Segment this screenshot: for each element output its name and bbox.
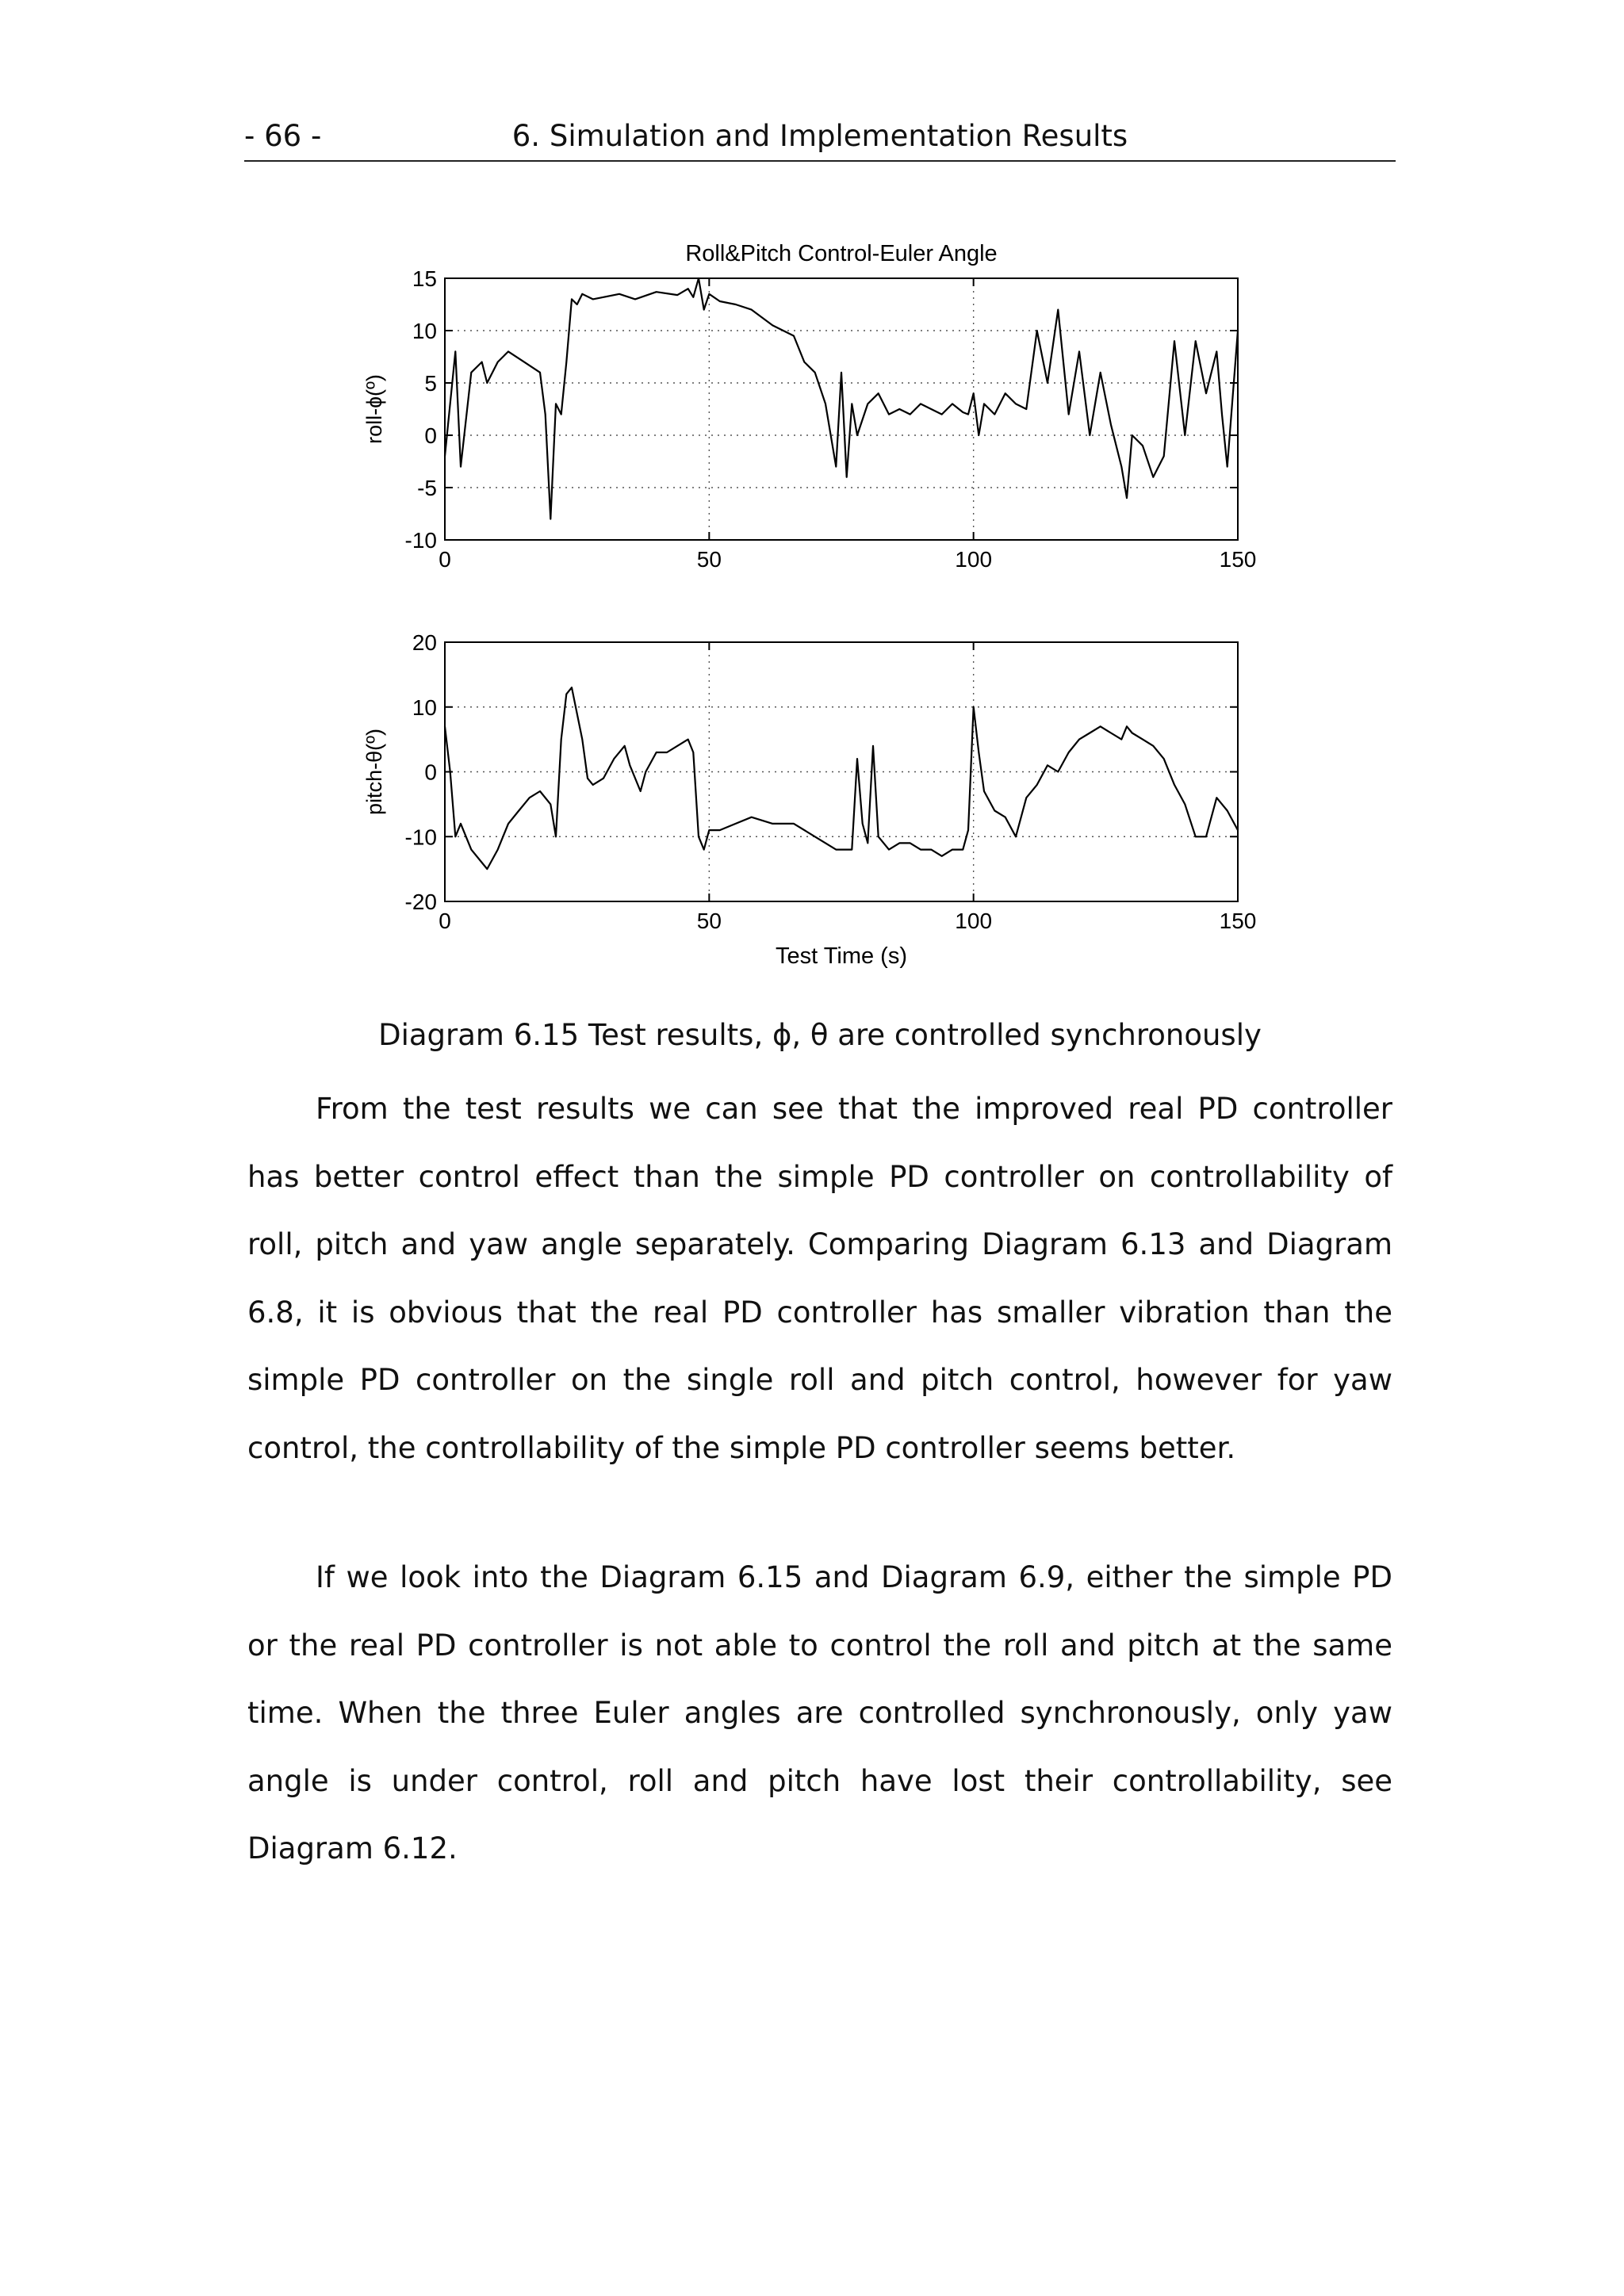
figure-roll-pitch bbox=[0, 0, 1624, 991]
chart-panel-2 bbox=[362, 630, 1256, 969]
y-tick-label: 20 bbox=[412, 630, 437, 655]
y-axis-label: roll-ɸ(º) bbox=[362, 374, 386, 444]
series-line bbox=[445, 687, 1238, 869]
x-axis-label: Test Time (s) bbox=[776, 943, 907, 969]
y-axis-label: pitch-θ(º) bbox=[362, 729, 386, 815]
y-tick-label: 0 bbox=[424, 423, 437, 448]
y-tick-label: -10 bbox=[404, 825, 437, 850]
x-tick-label: 100 bbox=[955, 547, 993, 572]
y-tick-label: 10 bbox=[412, 319, 437, 343]
paragraph-1: From the test results we can see that the improved real PD controller has better control effect than the simple PD controller on controllability of roll, pitch and yaw angle separately. Comparing Diagram 6.13 and Diagram 6.8, it is obvious that the real PD controller has smaller vibration than the simple PD controller on the single roll and pitch control, however for yaw control, the controllability of the simple PD controller seems better. bbox=[247, 1092, 1392, 1465]
x-tick-label: 150 bbox=[1219, 547, 1257, 572]
x-tick-label: 100 bbox=[955, 909, 993, 933]
series-line bbox=[445, 278, 1238, 519]
chart-title: Roll&Pitch Control-Euler Angle bbox=[685, 241, 998, 266]
running-title: 6. Simulation and Implementation Results bbox=[511, 119, 1128, 153]
x-tick-label: 150 bbox=[1219, 909, 1257, 933]
y-tick-label: -5 bbox=[417, 476, 437, 500]
y-tick-label: 15 bbox=[412, 266, 437, 291]
x-tick-label: 0 bbox=[439, 909, 451, 933]
chart-panel-1 bbox=[362, 241, 1256, 572]
figure-caption: Diagram 6.15 Test results, ɸ, θ are controlled synchronously bbox=[378, 1018, 1262, 1052]
x-tick-label: 0 bbox=[439, 547, 451, 572]
x-tick-label: 50 bbox=[696, 547, 722, 572]
y-tick-label: 0 bbox=[424, 760, 437, 785]
x-tick-label: 50 bbox=[696, 909, 722, 933]
plot-frame bbox=[445, 278, 1238, 540]
y-tick-label: 5 bbox=[424, 371, 437, 396]
y-tick-label: 10 bbox=[412, 695, 437, 720]
y-tick-label: -10 bbox=[404, 528, 437, 553]
y-tick-label: -20 bbox=[404, 890, 437, 914]
page-number: - 66 - bbox=[244, 119, 322, 153]
paragraph-2: If we look into the Diagram 6.15 and Diagram 6.9, either the simple PD or the real PD controller is not able to control the roll and pitch at the same time. When the three Euler angles are controlled synchronously, only yaw angle is under control, roll and pitch have lost their controllability, see Diagram 6.12. bbox=[247, 1560, 1392, 1866]
